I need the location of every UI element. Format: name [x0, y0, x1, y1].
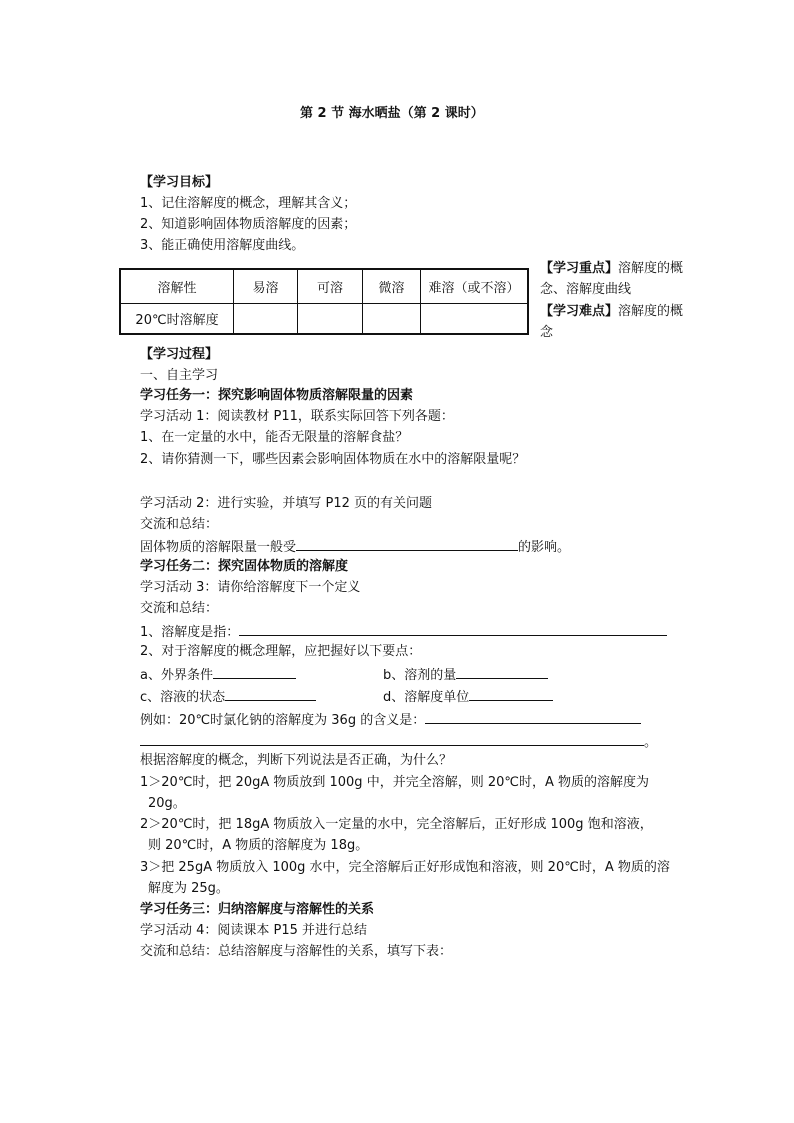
- table-cell: 20℃时溶解度: [120, 303, 234, 334]
- definition-line: [140, 621, 667, 643]
- example-end: 。: [644, 735, 658, 750]
- point-a: [140, 664, 296, 686]
- table-cell: 难溶（或不溶）: [421, 269, 529, 303]
- points-text: 2、对于溶解度的概念理解，应把握好以下要点：: [140, 644, 422, 659]
- task-title: 学习任务一：探究影响固体物质溶解限量的因素: [140, 388, 414, 403]
- activity-text: 学习活动 1：阅读教材 P11，联系实际回答下列各题：: [140, 409, 454, 424]
- difficulty-label: 【学习难点】: [540, 304, 619, 319]
- exchange-label: 交流和总结：总结溶解度与溶解性的关系，填写下表：: [140, 944, 453, 959]
- summary-suffix: 的影响。: [518, 540, 571, 555]
- point-d: [383, 686, 553, 708]
- judge-item: 3＞把 25gA 物质放入 100g 水中，完全溶解后正好形成饱和溶液，则 20℃时，A 物质的溶: [140, 860, 670, 875]
- solubility-table: [119, 268, 529, 335]
- fill-blank[interactable]: [456, 664, 548, 679]
- activity-text: 学习活动 3：请你给溶解度下一个定义: [140, 580, 361, 595]
- difficulty-text: 溶解度的概念: [540, 304, 684, 340]
- difficulty: [540, 301, 690, 343]
- task-title: 学习任务二：探究固体物质的溶解度: [140, 559, 349, 574]
- judge-item: 2＞20℃时，把 18gA 物质放入一定量的水中，完全溶解后，正好形成 100g 饱和溶液，: [140, 817, 653, 832]
- table-cell[interactable]: [421, 303, 529, 334]
- question-text: 1、在一定量的水中，能否无限量的溶解食盐？: [140, 430, 409, 445]
- point-label: c、溶液的状态: [140, 690, 226, 705]
- process-heading: 【学习过程】: [140, 347, 219, 362]
- task-title: 学习任务三：归纳溶解度与溶解性的关系: [140, 902, 375, 917]
- summary-line: [140, 536, 570, 558]
- key-point-text: 溶解度的概念、溶解度曲线: [540, 261, 684, 297]
- question-text: 2、请你猜测一下，哪些因素会影响固体物质在水中的溶解限量呢？: [140, 452, 526, 467]
- table-cell[interactable]: [363, 303, 421, 334]
- page-title: 第 2 节 海水晒盐（第 2 课时）: [300, 106, 484, 121]
- judge-text: 根据溶解度的概念，判断下列说法是否正确，为什么？: [140, 753, 453, 768]
- exchange-label: 交流和总结：: [140, 601, 219, 616]
- activity-text: 学习活动 4：阅读课本 P15 并进行总结: [140, 923, 368, 938]
- objective-item: 1、记住溶解度的概念，理解其含义；: [140, 196, 357, 211]
- fill-blank[interactable]: [296, 536, 518, 551]
- table-cell: 微溶: [363, 269, 421, 303]
- judge-item-cont: 解度为 25g。: [148, 881, 229, 896]
- example-line: [140, 709, 641, 731]
- example-label: 例如：20℃时氯化钠的溶解度为 36g 的含义是：: [140, 713, 426, 728]
- fill-blank[interactable]: [239, 621, 667, 636]
- key-point-label: 【学习重点】: [540, 261, 619, 276]
- table-cell: 可溶: [298, 269, 363, 303]
- point-label: b、溶剂的量: [383, 668, 457, 683]
- judge-item-cont: 则 20℃时，A 物质的溶解度为 18g。: [148, 838, 369, 853]
- point-label: d、溶解度单位: [383, 690, 470, 705]
- section-heading: 一、自主学习: [140, 368, 219, 383]
- fill-blank[interactable]: [425, 709, 641, 724]
- exchange-label: 交流和总结：: [140, 517, 219, 532]
- objectives-heading: 【学习目标】: [140, 175, 219, 190]
- fill-blank[interactable]: [469, 686, 553, 701]
- point-c: [140, 686, 316, 708]
- objective-item: 2、知道影响固体物质溶解度的因素；: [140, 217, 357, 232]
- point-b: [383, 664, 548, 686]
- table-cell: 易溶: [234, 269, 298, 303]
- activity-text: 学习活动 2：进行实验，并填写 P12 页的有关问题: [140, 496, 433, 511]
- judge-item-cont: 20g。: [148, 796, 186, 811]
- objective-item: 3、能正确使用溶解度曲线。: [140, 238, 305, 253]
- table-cell: 溶解性: [120, 269, 234, 303]
- summary-prefix: 固体物质的溶解限量一般受: [140, 540, 297, 555]
- table-cell[interactable]: [298, 303, 363, 334]
- definition-label: 1、溶解度是指：: [140, 625, 240, 640]
- fill-blank[interactable]: [213, 664, 296, 679]
- table-cell[interactable]: [234, 303, 298, 334]
- key-point: [540, 258, 690, 300]
- example-line-2: [140, 731, 657, 753]
- judge-item: 1＞20℃时，把 20gA 物质放到 100g 中，并完全溶解，则 20℃时，A 物质的溶解度为: [140, 775, 649, 790]
- fill-blank[interactable]: [225, 686, 316, 701]
- fill-blank[interactable]: [140, 731, 644, 746]
- point-label: a、外界条件: [140, 668, 213, 683]
